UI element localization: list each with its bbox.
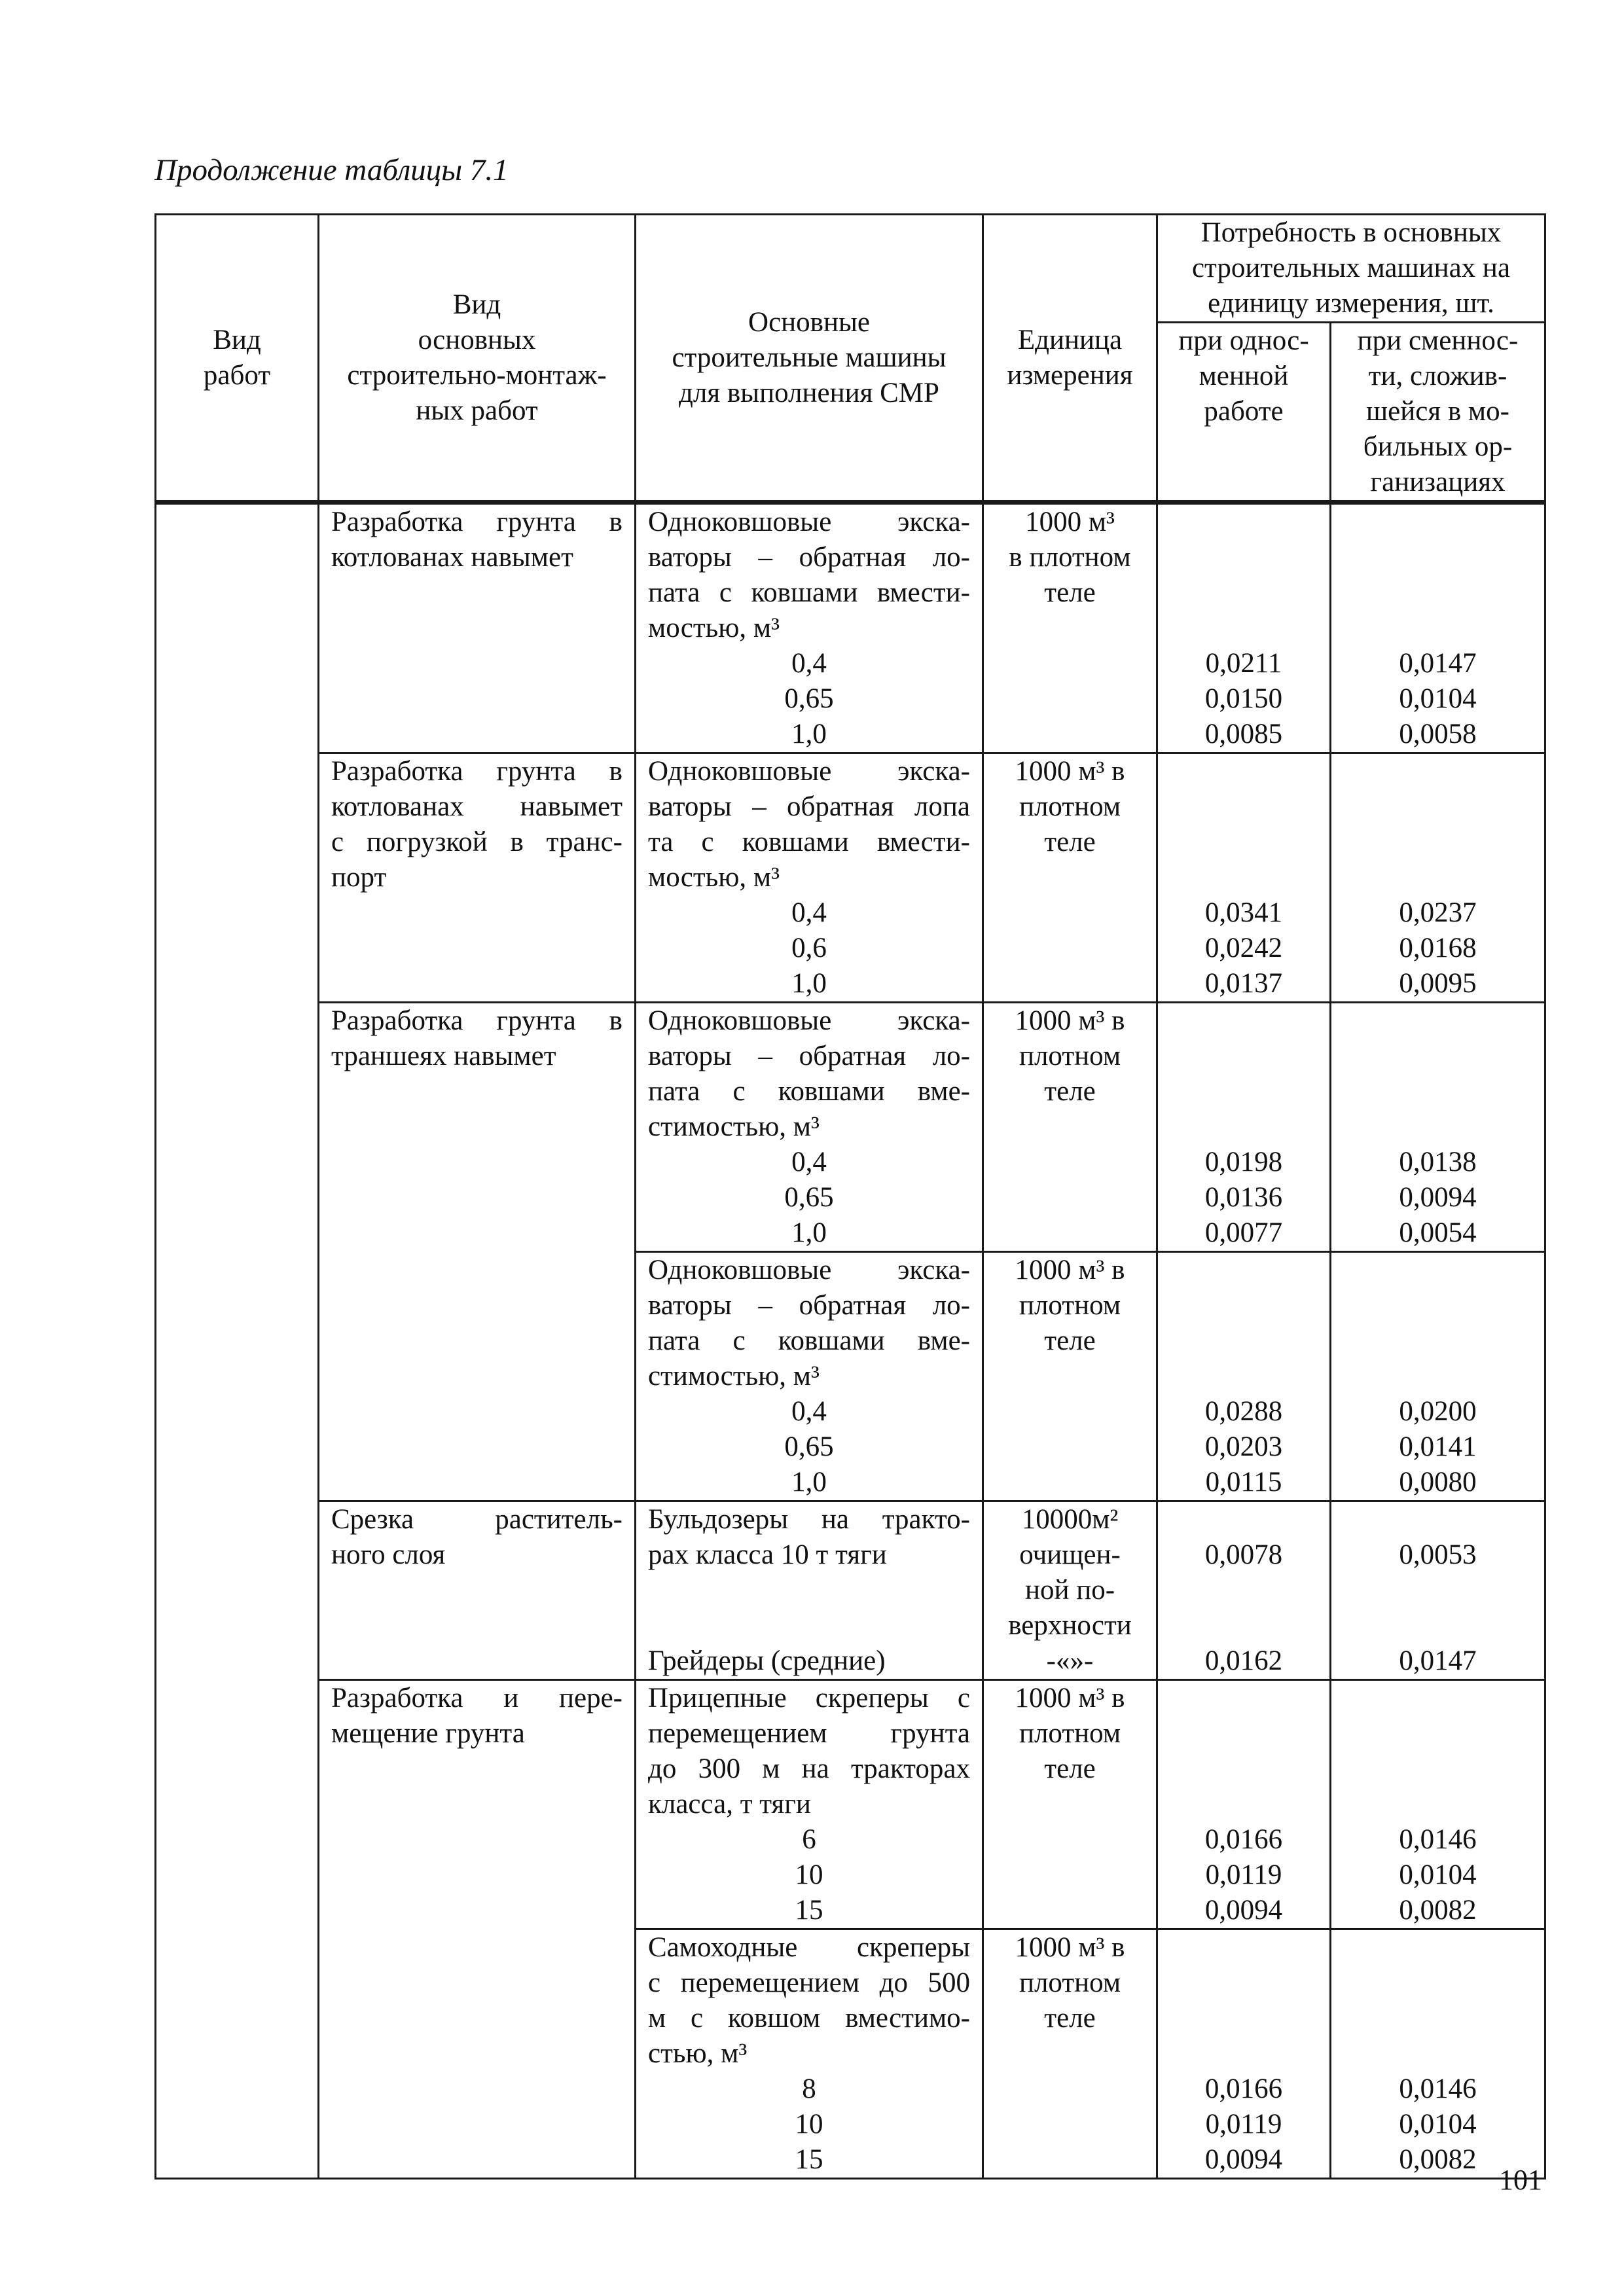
machine-cell: Одноковшовые экска- ваторы – обратная ло- пата с ковшами вме- стимостью, м³ 0,4 0,65 1,0 bbox=[636, 1252, 983, 1501]
page-number: 101 bbox=[1499, 2164, 1542, 2196]
header-work-type: Вид работ bbox=[156, 215, 319, 503]
work-cell: Разработка и пере- мещение грунта bbox=[319, 1680, 636, 2179]
table-row bbox=[156, 1680, 1545, 1929]
unit-cell: 1000 м³ в плотном теле bbox=[983, 1929, 1157, 2179]
header-single-shift: при однос- менной работе bbox=[1157, 323, 1331, 503]
work-cell: Срезка раститель- ного слоя bbox=[319, 1501, 636, 1680]
table-row bbox=[156, 1003, 1545, 1252]
header-mobile-shift: при сменнос- ти, сложив- шейся в мо- бильных ор- ганизациях bbox=[1331, 323, 1545, 503]
table-caption: Продолжение таблицы 7.1 bbox=[154, 153, 509, 187]
unit-cell: 1000 м³ в плотном теле bbox=[983, 753, 1157, 1003]
machine-cell: Одноковшовые экска- ваторы – обратная ло- пата с ковшами вмести- мостью, м³ 0,4 0,65 1,0 bbox=[636, 503, 983, 753]
header-machines: Основные строительные машины для выполнения СМР bbox=[636, 215, 983, 503]
single-shift-cell: 0,0198 0,0136 0,0077 bbox=[1157, 1003, 1331, 1252]
table-row bbox=[156, 1501, 1545, 1680]
unit-cell: 1000 м³ в плотном теле bbox=[983, 1680, 1157, 1929]
machine-cell: Прицепные скреперы с перемещением грунта до 300 м на тракторах класса, т тяги 6 10 15 bbox=[636, 1680, 983, 1929]
single-shift-cell: 0,0078 0,0162 bbox=[1157, 1501, 1331, 1680]
mobile-shift-cell: 0,0200 0,0141 0,0080 bbox=[1331, 1252, 1545, 1501]
unit-cell: 1000 м³ в плотном теле bbox=[983, 1252, 1157, 1501]
mobile-shift-cell: 0,0146 0,0104 0,0082 bbox=[1331, 1929, 1545, 2179]
machines-table bbox=[154, 213, 1546, 2179]
single-shift-cell: 0,0166 0,0119 0,0094 bbox=[1157, 1929, 1331, 2179]
work-type-cell bbox=[156, 503, 319, 2179]
header-smr-type: Вид основных строительно-монтаж- ных работ bbox=[319, 215, 636, 503]
unit-cell: 1000 м³ в плотном теле bbox=[983, 1003, 1157, 1252]
unit-cell: 10000м² очищен- ной по- верхности -«»- bbox=[983, 1501, 1157, 1680]
table-row bbox=[156, 503, 1545, 753]
table-row bbox=[156, 753, 1545, 1003]
header-need: Потребность в основных строительных машинах на единицу измерения, шт. bbox=[1157, 215, 1545, 323]
machine-cell: Бульдозеры на тракто- рах класса 10 т тяги Грейдеры (средние) bbox=[636, 1501, 983, 1680]
mobile-shift-cell: 0,0138 0,0094 0,0054 bbox=[1331, 1003, 1545, 1252]
mobile-shift-cell: 0,0053 0,0147 bbox=[1331, 1501, 1545, 1680]
work-cell: Разработка грунта в траншеях навымет bbox=[319, 1003, 636, 1501]
mobile-shift-cell: 0,0237 0,0168 0,0095 bbox=[1331, 753, 1545, 1003]
machine-cell: Одноковшовые экска- ваторы – обратная лопа та с ковшами вмести- мостью, м³ 0,4 0,6 1,0 bbox=[636, 753, 983, 1003]
single-shift-cell: 0,0211 0,0150 0,0085 bbox=[1157, 503, 1331, 753]
single-shift-cell: 0,0166 0,0119 0,0094 bbox=[1157, 1680, 1331, 1929]
work-cell: Разработка грунта в котлованах навымет bbox=[319, 503, 636, 753]
work-cell: Разработка грунта в котлованах навымет с погрузкой в транс- порт bbox=[319, 753, 636, 1003]
header-unit: Единица измерения bbox=[983, 215, 1157, 503]
mobile-shift-cell: 0,0147 0,0104 0,0058 bbox=[1331, 503, 1545, 753]
machine-cell: Одноковшовые экска- ваторы – обратная ло- пата с ковшами вме- стимостью, м³ 0,4 0,65 1,0 bbox=[636, 1003, 983, 1252]
single-shift-cell: 0,0341 0,0242 0,0137 bbox=[1157, 753, 1331, 1003]
mobile-shift-cell: 0,0146 0,0104 0,0082 bbox=[1331, 1680, 1545, 1929]
machine-cell: Самоходные скреперы с перемещением до 500 м с ковшом вместимо- стью, м³ 8 10 15 bbox=[636, 1929, 983, 2179]
unit-cell: 1000 м³ в плотном теле bbox=[983, 503, 1157, 753]
single-shift-cell: 0,0288 0,0203 0,0115 bbox=[1157, 1252, 1331, 1501]
